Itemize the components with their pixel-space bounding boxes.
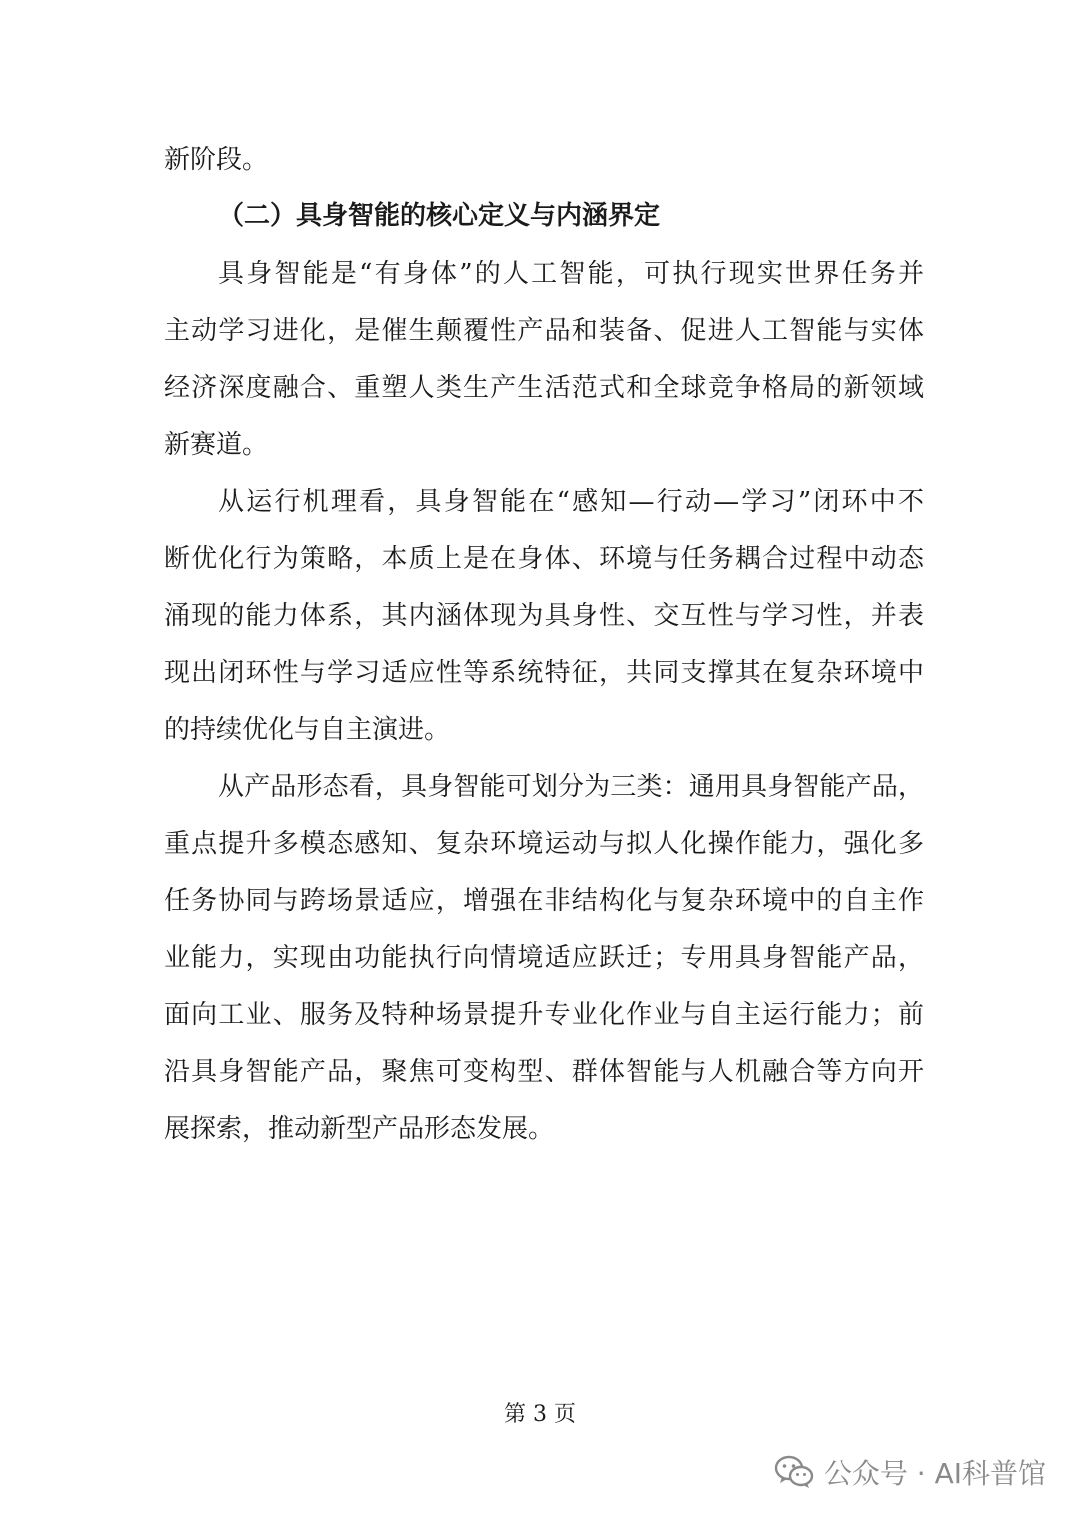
- page-number: 第 3 页: [504, 1402, 576, 1427]
- text-line: 业能力，实现由功能执行向情境适应跃迁；专用具身智能产品，: [164, 943, 924, 973]
- text-line: 任务协同与跨场景适应，增强在非结构化与复杂环境中的自主作: [164, 886, 924, 916]
- watermark: [774, 1452, 1046, 1492]
- wechat-icon: [774, 1455, 814, 1489]
- text-line: 面向工业、服务及特种场景提升专业化作业与自主运行能力；前: [164, 1000, 924, 1030]
- text-line: 经济深度融合、重塑人类生产生活范式和全球竞争格局的新领域: [164, 373, 924, 403]
- text-line: 断优化行为策略，本质上是在身体、环境与任务耦合过程中动态: [164, 544, 924, 574]
- text-line: 新阶段。: [164, 145, 269, 175]
- text-line: 的持续优化与自主演进。: [164, 715, 451, 745]
- text-line: 重点提升多模态感知、复杂环境运动与拟人化操作能力，强化多: [164, 829, 924, 859]
- text-line: 沿具身智能产品，聚焦可变构型、群体智能与人机融合等方向开: [164, 1057, 924, 1087]
- text-line: 具身智能是“有身体”的人工智能，可执行现实世界任务并: [218, 259, 924, 289]
- text-line: 展探索，推动新型产品形态发展。: [164, 1114, 555, 1144]
- text-line: 现出闭环性与学习适应性等系统特征，共同支撑其在复杂环境中: [164, 658, 924, 688]
- text-line: 从运行机理看，具身智能在“感知—行动—学习”闭环中不: [218, 487, 924, 517]
- text-line: 从产品形态看，具身智能可划分为三类：通用具身智能产品，: [218, 772, 924, 802]
- watermark-text: 公众号 · AI科普馆: [823, 1457, 1046, 1490]
- section-heading: （二）具身智能的核心定义与内涵界定: [218, 201, 661, 231]
- text-line: 涌现的能力体系，其内涵体现为具身性、交互性与学习性，并表: [164, 601, 924, 631]
- text-line: 主动学习进化，是催生颠覆性产品和装备、促进人工智能与实体: [164, 316, 924, 346]
- text-line: 新赛道。: [164, 430, 269, 460]
